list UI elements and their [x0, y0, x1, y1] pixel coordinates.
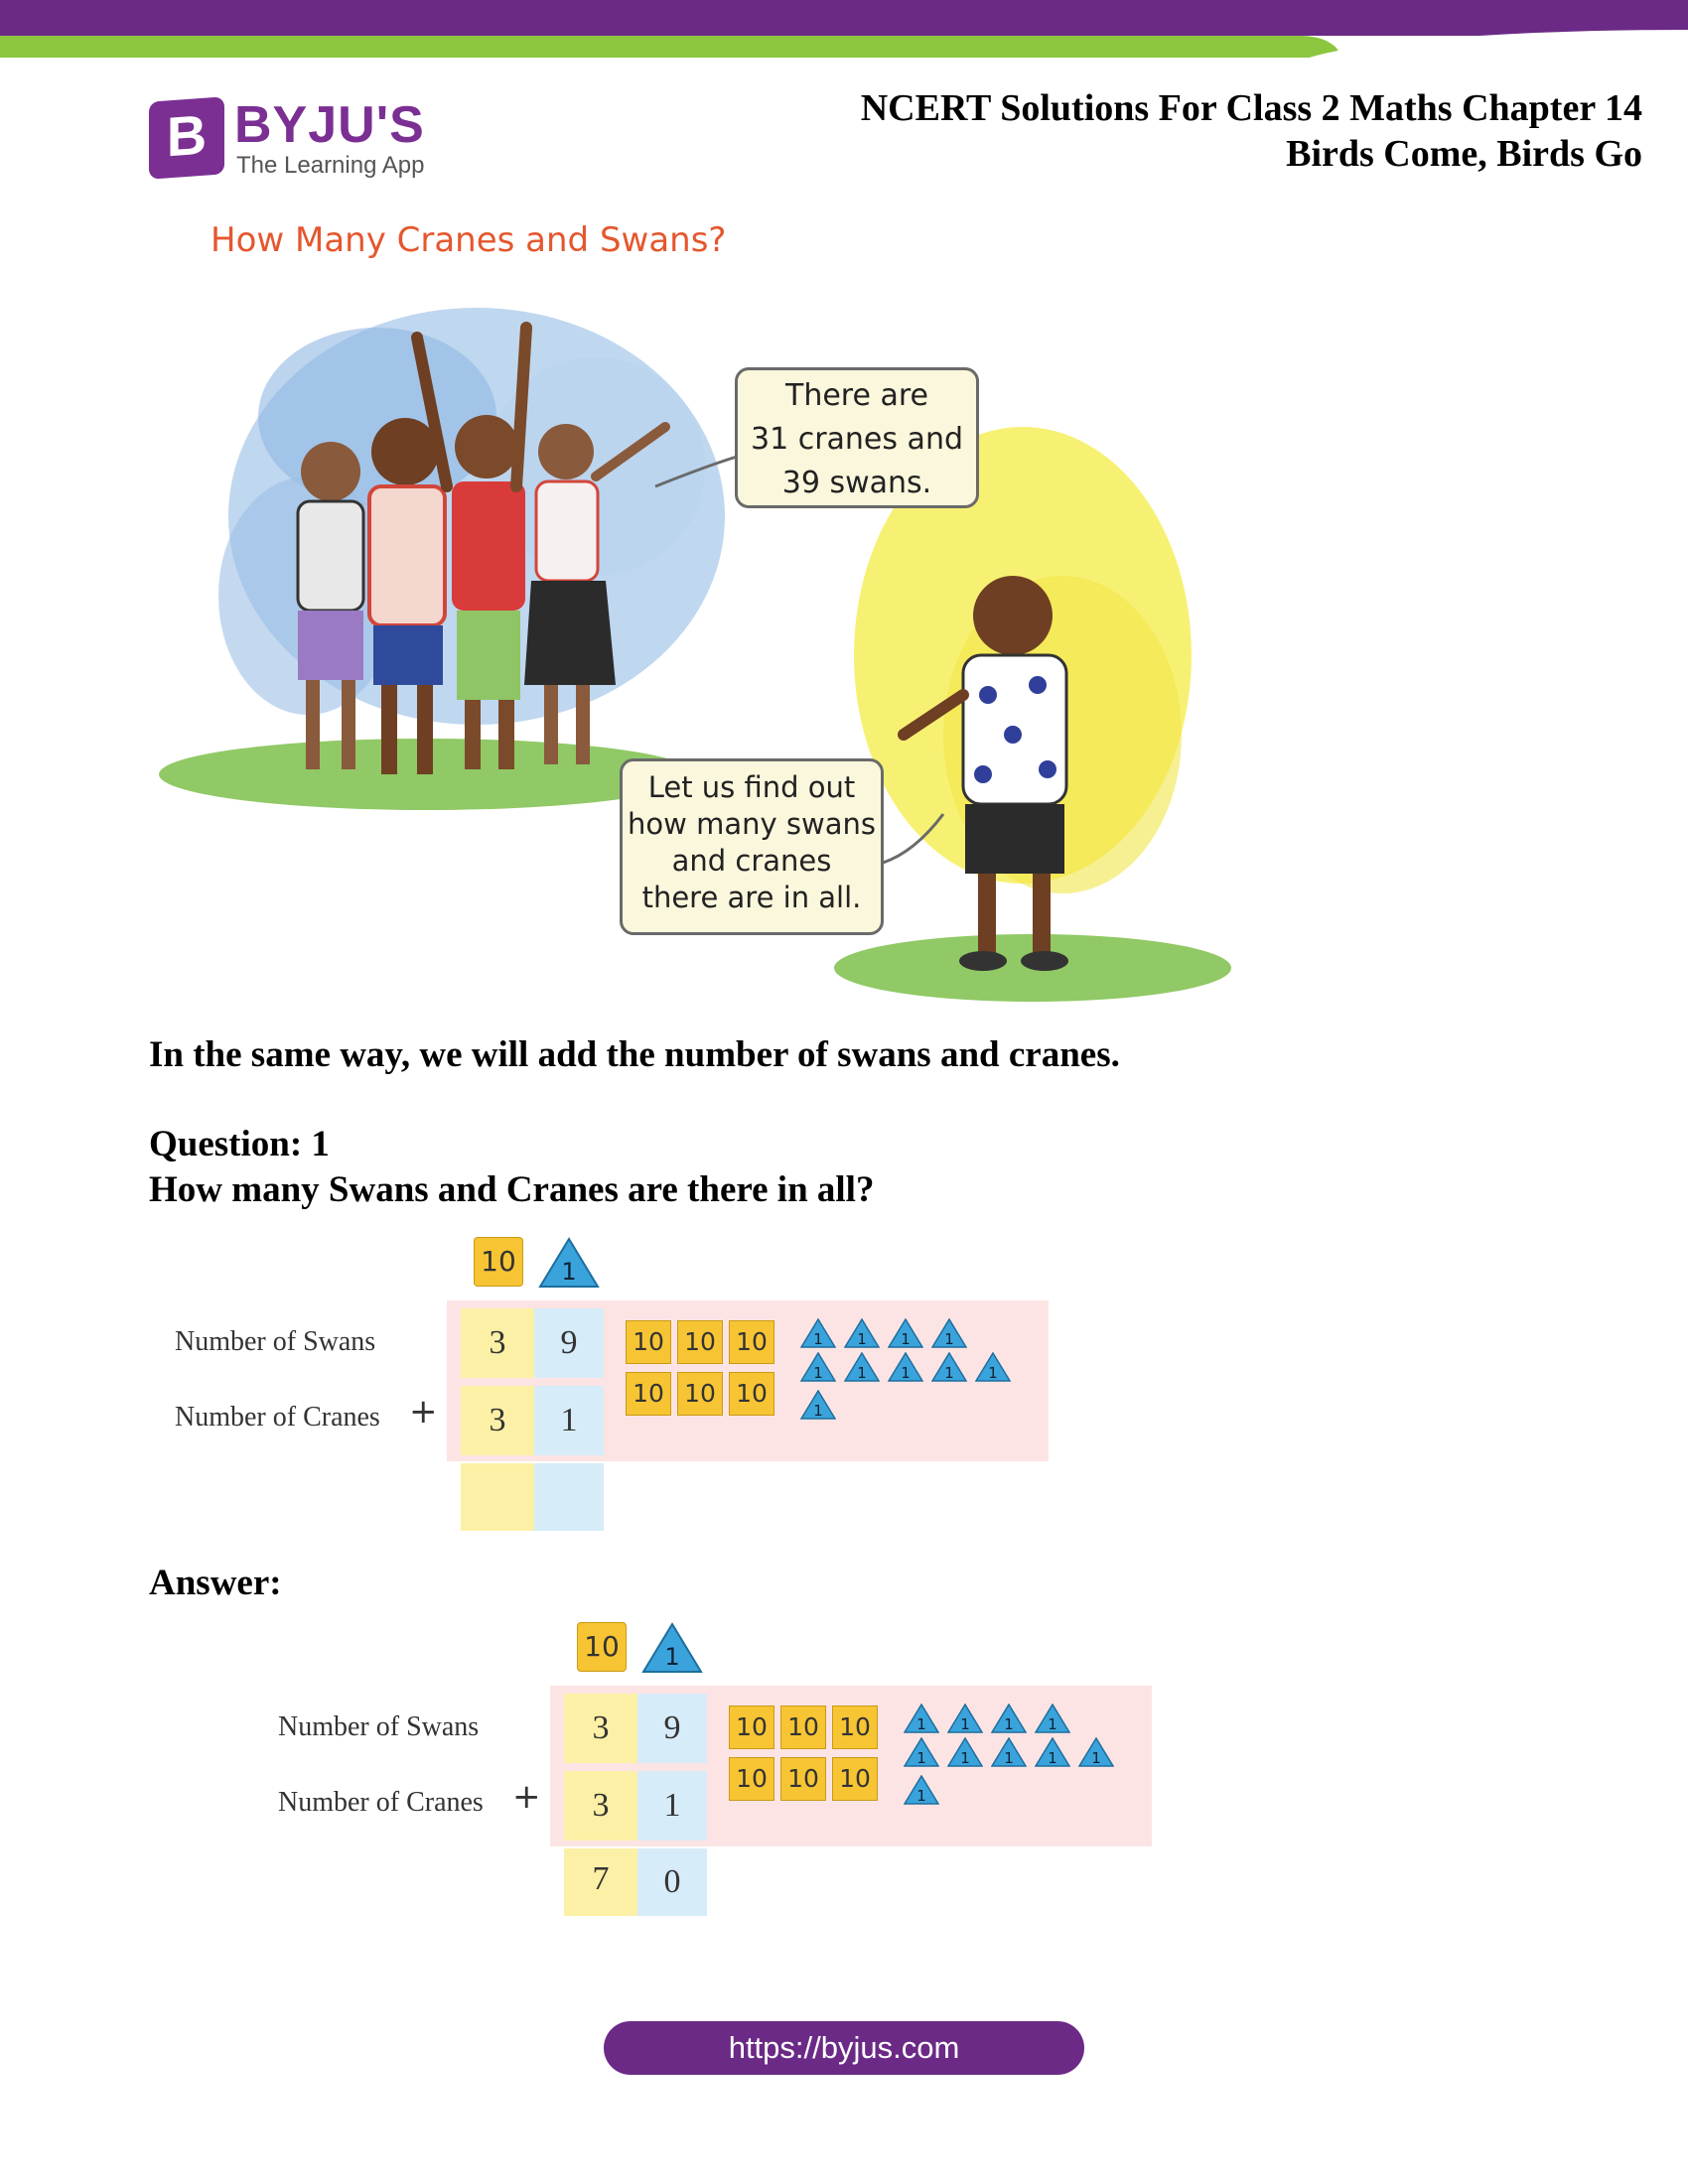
svg-text:1: 1	[1048, 1749, 1057, 1767]
legend-ten-block: 10	[577, 1622, 627, 1672]
sum-ones-cell: 0	[637, 1848, 707, 1916]
one-triangle	[800, 1318, 836, 1348]
top-banner-accent	[0, 36, 1340, 58]
page-title-line2: Birds Come, Birds Go	[1286, 133, 1642, 175]
swans-ones-cell: 9	[637, 1694, 707, 1763]
sum-tens-cell: 7	[564, 1848, 637, 1916]
byjus-logo[interactable]	[149, 97, 447, 181]
legend-ten-block: 10	[474, 1237, 523, 1287]
one-triangle	[904, 1737, 939, 1767]
svg-text:1: 1	[901, 1364, 911, 1382]
svg-text:1: 1	[1091, 1749, 1101, 1767]
swans-tens-cell: 3	[461, 1308, 534, 1378]
ten-block: 10	[832, 1706, 878, 1749]
one-triangle	[1035, 1737, 1070, 1767]
sum-ones-cell	[534, 1463, 604, 1531]
svg-text:1: 1	[813, 1364, 823, 1382]
answer-figure	[252, 1616, 1166, 1934]
one-triangle	[931, 1352, 967, 1382]
row-label-cranes: Number of Cranes	[278, 1787, 484, 1818]
svg-text:1: 1	[561, 1258, 577, 1286]
top-banner-curve	[1291, 30, 1688, 69]
one-triangle	[1078, 1737, 1114, 1767]
ten-block: 10	[780, 1706, 826, 1749]
svg-text:1: 1	[916, 1787, 926, 1805]
one-triangle	[931, 1318, 967, 1348]
svg-text:1: 1	[988, 1364, 998, 1382]
plus-sign: +	[409, 1392, 438, 1432]
one-triangle	[947, 1704, 983, 1733]
ten-block: 10	[780, 1757, 826, 1801]
one-triangle	[991, 1737, 1027, 1767]
svg-text:1: 1	[944, 1330, 954, 1348]
one-triangle	[991, 1704, 1027, 1733]
row-label-swans: Number of Swans	[278, 1711, 480, 1742]
row-label-swans: Number of Swans	[175, 1326, 376, 1357]
svg-text:1: 1	[1004, 1749, 1014, 1767]
one-triangle	[975, 1352, 1011, 1382]
answer-label: Answer:	[149, 1563, 282, 1603]
svg-text:1: 1	[916, 1749, 926, 1767]
plus-sign: +	[512, 1777, 541, 1817]
svg-text:1: 1	[916, 1715, 926, 1733]
one-triangle	[800, 1352, 836, 1382]
svg-text:1: 1	[1048, 1715, 1057, 1733]
one-triangle	[844, 1318, 880, 1348]
illustration-title: How Many Cranes and Swans?	[211, 220, 727, 260]
sum-tens-cell	[461, 1463, 534, 1531]
ten-block: 10	[677, 1320, 723, 1364]
swans-tens-cell: 3	[564, 1694, 637, 1763]
ten-block: 10	[832, 1757, 878, 1801]
question-figure	[149, 1231, 1062, 1549]
page-title-line1: NCERT Solutions For Class 2 Maths Chapter 14	[860, 87, 1642, 129]
one-triangle	[888, 1352, 923, 1382]
logo-mark: B	[149, 96, 224, 179]
ten-block: 10	[677, 1372, 723, 1416]
question-label: Question: 1	[149, 1124, 330, 1164]
one-triangle	[800, 1390, 836, 1420]
row-label-cranes: Number of Cranes	[175, 1402, 380, 1433]
legend-one-icon	[641, 1622, 703, 1674]
ten-block: 10	[729, 1320, 774, 1364]
footer-url-link[interactable]: https://byjus.com	[604, 2021, 1084, 2075]
intro-text: In the same way, we will add the number of swans and cranes.	[149, 1034, 1120, 1075]
ten-block: 10	[729, 1757, 774, 1801]
cranes-tens-cell: 3	[461, 1386, 534, 1455]
question-text: How many Swans and Cranes are there in all?	[149, 1169, 875, 1210]
svg-text:1: 1	[857, 1330, 867, 1348]
logo-brand-name: BYJU'S	[234, 96, 425, 154]
speech-bubble-find-out: Let us find out how many swans and cranes there are in all.	[620, 758, 884, 935]
one-triangle	[1035, 1704, 1070, 1733]
svg-text:1: 1	[813, 1330, 823, 1348]
one-triangle	[888, 1318, 923, 1348]
ten-block: 10	[729, 1372, 774, 1416]
one-triangle	[904, 1775, 939, 1805]
top-banner	[0, 0, 1688, 36]
cranes-ones-cell: 1	[637, 1771, 707, 1841]
cranes-ones-cell: 1	[534, 1386, 604, 1455]
svg-text:1: 1	[901, 1330, 911, 1348]
page-title	[861, 85, 1642, 177]
logo-tagline: The Learning App	[236, 152, 425, 179]
svg-text:1: 1	[813, 1402, 823, 1420]
svg-text:1: 1	[960, 1715, 970, 1733]
swans-ones-cell: 9	[534, 1308, 604, 1378]
svg-text:1: 1	[944, 1364, 954, 1382]
illustration	[149, 218, 1271, 1032]
svg-text:1: 1	[664, 1643, 680, 1671]
svg-text:1: 1	[857, 1364, 867, 1382]
one-triangle	[904, 1704, 939, 1733]
cranes-tens-cell: 3	[564, 1771, 637, 1841]
ten-block: 10	[626, 1320, 671, 1364]
legend-one-icon	[538, 1237, 600, 1289]
speech-bubble-cranes-swans: There are 31 cranes and 39 swans.	[735, 367, 979, 508]
ten-block: 10	[626, 1372, 671, 1416]
svg-text:1: 1	[960, 1749, 970, 1767]
one-triangle	[844, 1352, 880, 1382]
svg-text:1: 1	[1004, 1715, 1014, 1733]
one-triangle	[947, 1737, 983, 1767]
ten-block: 10	[729, 1706, 774, 1749]
